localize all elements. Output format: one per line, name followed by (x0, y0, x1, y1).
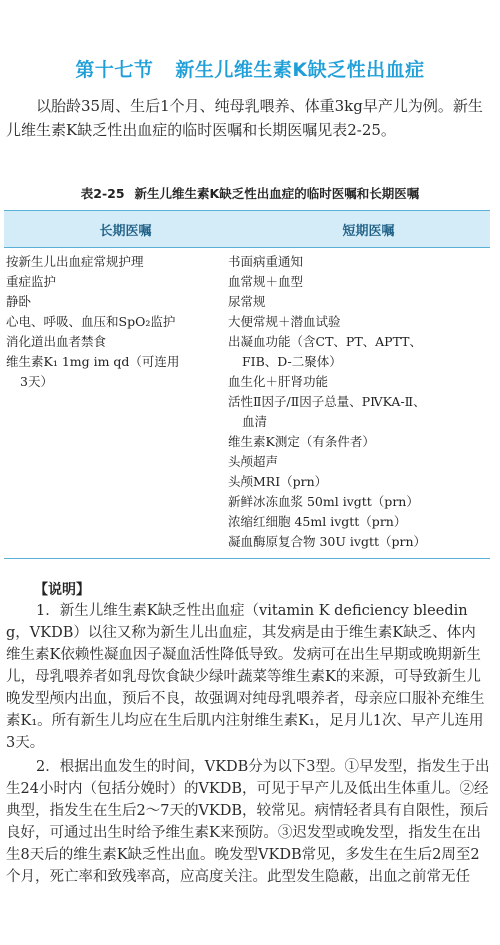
section-title (0, 55, 500, 82)
short-order-item: 血常规＋血型 (228, 274, 304, 289)
short-order-item: 血清 (242, 414, 268, 429)
long-order-item: 3天） (20, 374, 53, 389)
short-order-item: 头颅超声 (228, 454, 279, 469)
short-order-item: 凝血酶原复合物 30U ivgtt（prn） (228, 534, 427, 549)
short-order-item: 大便常规＋潜血试验 (228, 314, 341, 329)
section-name: 新生儿维生素K缺乏性出血症 (175, 59, 425, 81)
table-caption (0, 184, 500, 202)
long-order-item: 重症监护 (6, 274, 57, 289)
notes-body (6, 600, 490, 888)
short-order-item: 新鲜冰冻血浆 50ml ivgtt（prn） (228, 494, 419, 509)
table-body (4, 248, 490, 558)
long-order-item: 心电、呼吸、血压和SpO₂监护 (6, 314, 176, 329)
short-order-item: 尿常规 (228, 294, 266, 309)
orders-table (4, 210, 490, 559)
long-order-item: 消化道出血者禁食 (6, 334, 107, 349)
short-order-item: 出凝血功能（含CT、PT、APTT、 (228, 334, 422, 349)
section-number: 第十七节 (75, 59, 154, 81)
short-order-item: 头颅MRI（prn） (228, 474, 328, 489)
long-term-orders-column (4, 252, 228, 552)
long-order-item: 维生素K₁ 1mg im qd（可连用 (6, 354, 180, 369)
short-order-item: 书面病重通知 (228, 254, 304, 269)
notes-heading: 【说明】 (34, 582, 90, 598)
short-term-orders-column (228, 252, 490, 552)
table-header-row (4, 211, 490, 248)
short-order-item: 浓缩红细胞 45ml ivgtt（prn） (228, 514, 407, 529)
short-order-item: 维生素K测定（有条件者） (228, 434, 375, 449)
short-order-item: FIB、D-二聚体） (242, 354, 342, 369)
notes-paragraph: 2．根据出血发生的时间，VKDB分为以下3型。①早发型，指发生于出生24小时内（包括分娩时）的VKDB，可见于早产儿及低出生体重儿。②经典型，指发生在生后2～7天的VKDB，较常见。病情轻者具有自限性，预后良好，可通过出生时给予维生素K来预防。③迟发型或晚发型，指发生在出生8天后的维生素K缺乏性出血。晚发型VKDB常见，多发生在生后2周至2个月，死亡率和致残率高，应高度关注。此型发生隐蔽，出血之前常无任 (6, 759, 490, 885)
short-order-item: 活性Ⅱ因子/Ⅱ因子总量、PⅣKA-Ⅱ、 (228, 394, 426, 409)
table-number: 表2-25 (80, 186, 125, 201)
table-title: 新生儿维生素K缺乏性出血症的临时医嘱和长期医嘱 (134, 186, 420, 201)
short-order-item: 血生化＋肝肾功能 (228, 374, 329, 389)
long-order-item: 按新生儿出血症常规护理 (6, 254, 144, 269)
header-short-term-orders: 短期医嘱 (342, 223, 395, 239)
intro-paragraph: 以胎龄35周、生后1个月、纯母乳喂养、体重3kg早产儿为例。新生儿维生素K缺乏性出血症的临时医嘱和长期医嘱见表2-25。 (6, 97, 483, 139)
notes-paragraph: 1．新生儿维生素K缺乏性出血症（vitamin K deficiency bleeding，VKDB）以往又称为新生儿出血症，其发病是由于维生素K缺乏、体内维生素K依赖性凝血因子凝血活性降低导致。发病可在出生早期或晚期新生儿，母乳喂养者如乳母饮食缺少绿叶蔬菜等维生素K的来源，可导致新生儿晚发型颅内出血，预后不良，故强调对纯母乳喂养者，母亲应口服补充维生素K₁。所有新生儿均应在生后肌内注射维生素K₁，足月儿1次、早产儿连用3天。 (6, 603, 485, 751)
long-order-item: 静卧 (6, 294, 32, 309)
header-long-term-orders: 长期医嘱 (99, 223, 152, 239)
